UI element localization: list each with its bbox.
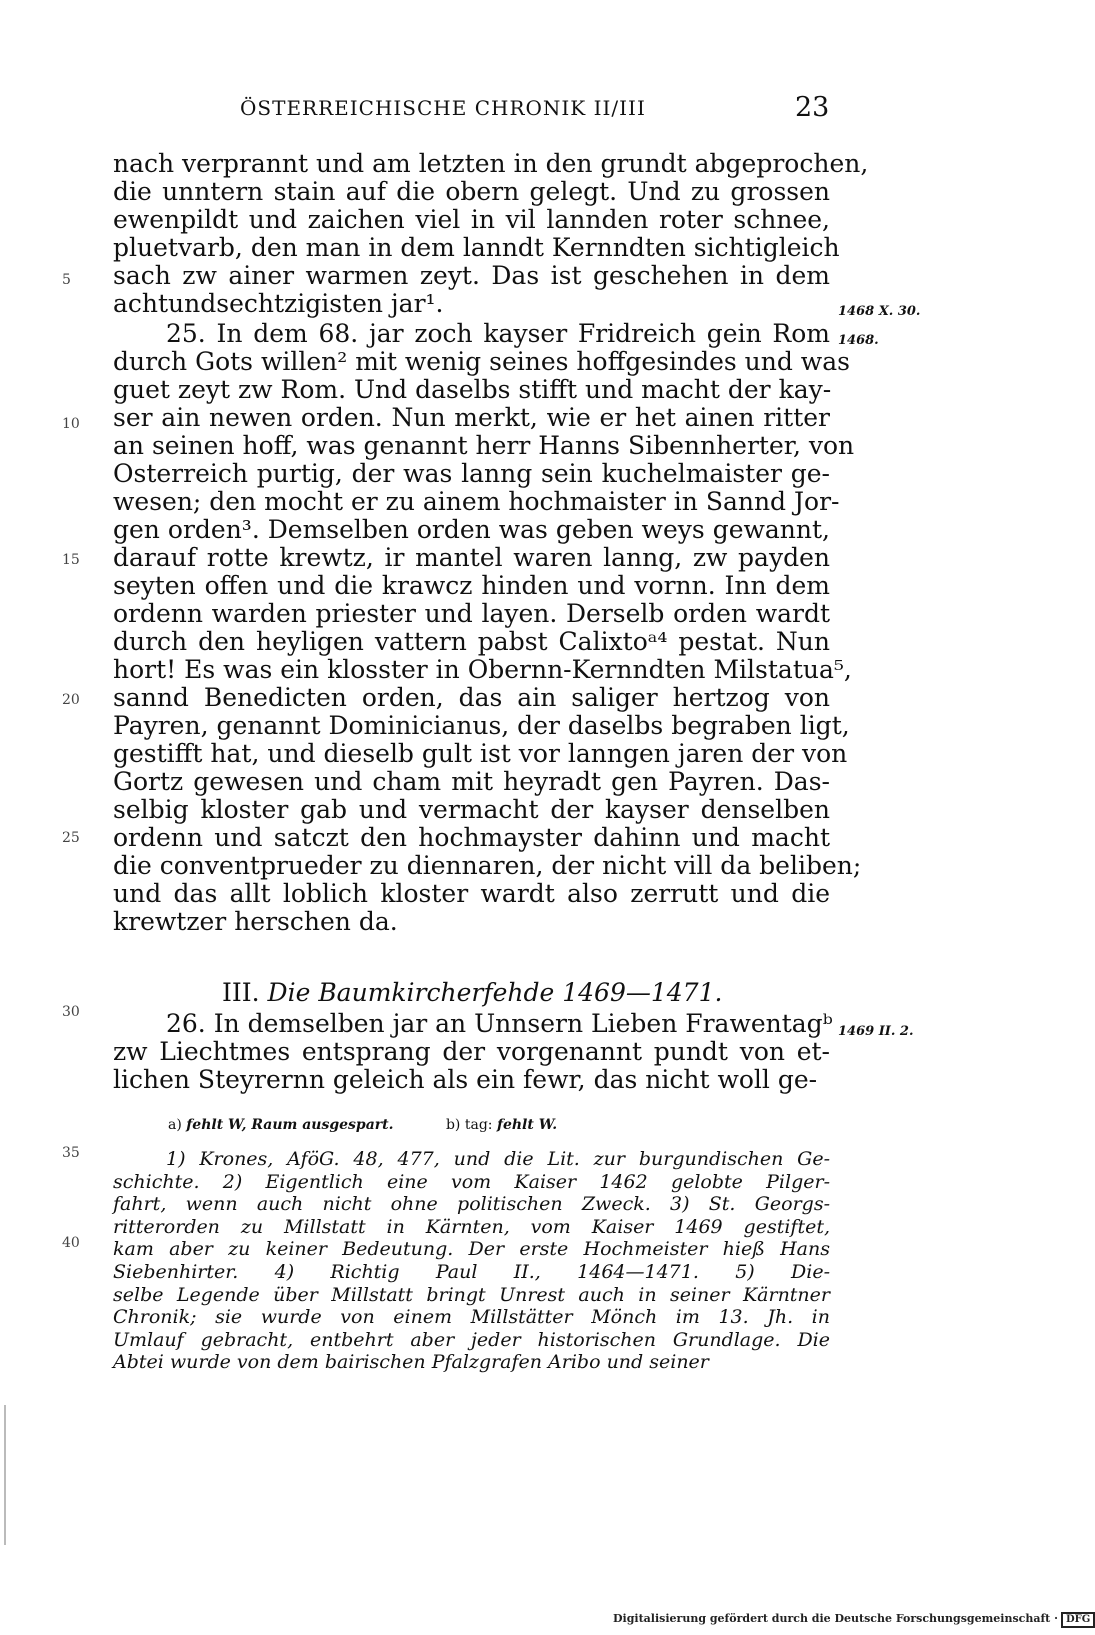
text-line: die unntern stain auf die obern gelegt. Und zu grossen (113, 177, 830, 206)
scan-edge-line (4, 1405, 6, 1545)
margin-date-note: 1468. (838, 333, 879, 348)
text-line: darauf rotte krewtz, ir mantel waren lanng, zw payden (113, 543, 830, 572)
line-number: 35 (62, 1145, 80, 1161)
text-line: zw Liechtmes entsprang der vorgenannt pundt von et- (113, 1037, 830, 1066)
footnote-line: ritterorden zu Millstatt in Kärnten, vom Kaiser 1469 gestiftet, (113, 1216, 830, 1238)
text-line: lichen Steyrernn geleich als ein fewr, das nicht woll ge- (113, 1065, 818, 1094)
apparatus-note-a-label: a) (168, 1117, 182, 1133)
text-line: guet zeyt zw Rom. Und daselbs stifft und macht der kay- (113, 375, 832, 404)
running-head: ÖSTERREICHISCHE CHRONIK II/III (240, 96, 646, 120)
page-number: 23 (795, 92, 830, 123)
line-number: 10 (62, 416, 80, 432)
text-line: ordenn warden priester und layen. Derselb orden wardt (113, 599, 830, 628)
text-line: durch den heyligen vattern pabst Calixtoᵃ⁴ pestat. Nun (113, 627, 830, 656)
line-number: 5 (62, 272, 71, 288)
line-number: 25 (62, 830, 80, 846)
text-line: ordenn und satczt den hochmayster dahinn und macht (113, 823, 830, 852)
footnote-line: schichte. 2) Eigentlich eine vom Kaiser 1462 gelobte Pilger- (113, 1171, 830, 1193)
line-number: 20 (62, 692, 80, 708)
footnote-line: kam aber zu keiner Bedeutung. Der erste Hochmeister hieß Hans (113, 1238, 830, 1260)
footnote-line: Siebenhirter. 4) Richtig Paul II., 1464—1471. 5) Die- (113, 1261, 830, 1283)
apparatus-note-a-text: fehlt W, Raum ausgespart. (186, 1117, 394, 1133)
text-line: die conventprueder zu diennaren, der nicht vill da beliben; (113, 851, 862, 880)
text-line: 26. In demselben jar an Unnsern Lieben Frawentagᵇ (166, 1009, 833, 1038)
text-line: sach zw ainer warmen zeyt. Das ist geschehen in dem (113, 261, 830, 290)
text-line: Osterreich purtig, der was lanng sein kuchelmaister ge- (113, 459, 830, 488)
footnote-line: Umlauf gebracht, entbehrt aber jeder historischen Grundlage. Die (113, 1329, 830, 1351)
critical-apparatus (168, 1117, 557, 1133)
text-line: wesen; den mocht er zu ainem hochmaister in Sannd Jor- (113, 487, 840, 516)
footnote-line: selbe Legende über Millstatt bringt Unrest auch in seiner Kärntner (113, 1284, 830, 1306)
footnote-line: 1) Krones, AföG. 48, 477, und die Lit. zur burgundischen Ge- (166, 1148, 830, 1170)
text-line: gestifft hat, und dieselb gult ist vor lanngen jaren der von (113, 739, 848, 768)
apparatus-note-b-text: fehlt W. (496, 1117, 558, 1133)
text-line: selbig kloster gab und vermacht der kayser denselben (113, 795, 830, 824)
text-line: an seinen hoff, was genannt herr Hanns Sibennherter, von (113, 431, 855, 460)
line-number: 40 (62, 1235, 80, 1251)
text-line: pluetvarb, den man in dem lanndt Kernndten sichtigleich (113, 233, 840, 262)
text-line: hort! Es was ein klosster in Obernn-Kernndten Milstatua⁵, (113, 655, 852, 684)
footnote-line: Chronik; sie wurde von einem Millstätter Mönch im 13. Jh. in (113, 1306, 830, 1328)
text-line: sannd Benedicten orden, das ain saliger hertzog von (113, 683, 830, 712)
footnote-line: fahrt, wenn auch nicht ohne politischen Zweck. 3) St. Georgs- (113, 1193, 830, 1215)
line-number: 15 (62, 552, 80, 568)
text-line: ser ain newen orden. Nun merkt, wie er het ainen ritter (113, 403, 830, 432)
section-heading (222, 978, 722, 1007)
section-title: Die Baumkircherfehde 1469—1471. (267, 978, 723, 1007)
text-line: durch Gots willen² mit wenig seines hoffgesindes und was (113, 347, 850, 376)
digitization-credit-text: Digitalisierung gefördert durch die Deutsche Forschungsgemeinschaft · (613, 1612, 1058, 1625)
text-line: 25. In dem 68. jar zoch kayser Fridreich gein Rom (166, 319, 830, 348)
text-line: gen orden³. Demselben orden was geben weys gewannt, (113, 515, 830, 544)
text-line: und das allt loblich kloster wardt also zerrutt und die (113, 879, 830, 908)
dfg-logo: DFG (1061, 1612, 1095, 1628)
section-number: III. (222, 978, 260, 1007)
text-line: Gortz gewesen und cham mit heyradt gen Payren. Das- (113, 767, 830, 796)
apparatus-note-b-label: b) tag: (445, 1117, 493, 1133)
apparatus-note-b (446, 1117, 557, 1133)
line-number: 30 (62, 1004, 80, 1020)
footnote-line: Abtei wurde von dem bairischen Pfalzgrafen Aribo und seiner (113, 1351, 709, 1373)
text-line: Payren, genannt Dominicianus, der daselbs begraben ligt, (113, 711, 850, 740)
apparatus-note-a (168, 1117, 398, 1133)
text-line: krewtzer herschen da. (113, 907, 398, 936)
text-line: ewenpildt und zaichen viel in vil lannden roter schnee, (113, 205, 830, 234)
digitization-credit (613, 1612, 1095, 1628)
text-line: nach verprannt und am letzten in den grundt abgeprochen, (113, 149, 869, 178)
margin-date-note: 1469 II. 2. (838, 1024, 914, 1039)
text-line: achtundsechtzigisten jar¹. (113, 289, 444, 318)
margin-date-note: 1468 X. 30. (838, 304, 921, 319)
text-line: seyten offen und die krawcz hinden und vornn. Inn dem (113, 571, 830, 600)
